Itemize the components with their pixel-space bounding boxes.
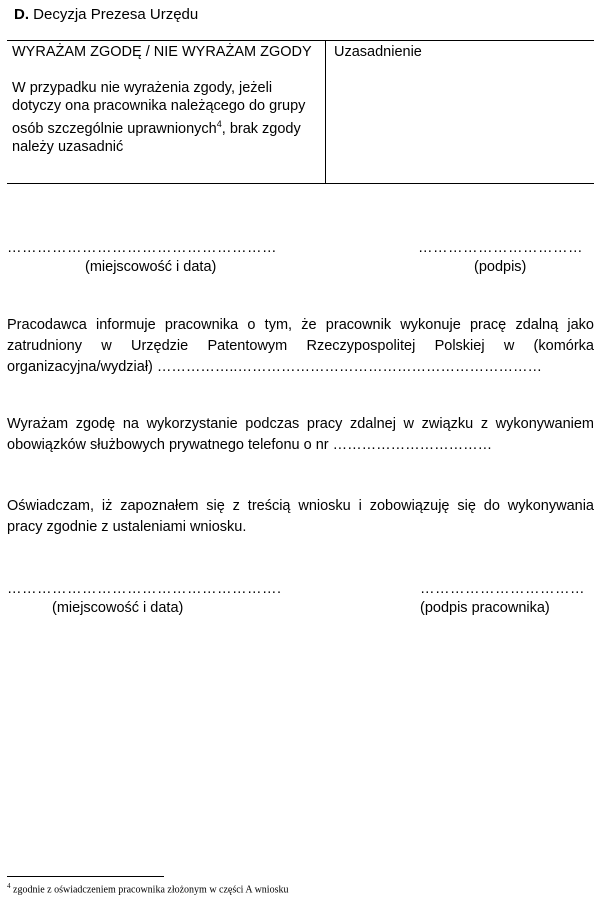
footnote-reference: 4 (216, 119, 222, 129)
justification-header: Uzasadnienie (334, 44, 422, 60)
consent-cell (12, 43, 312, 156)
footnote-text: zgodnie z oświadczeniem pracownika złożonym w części A wniosku (10, 884, 289, 896)
footnote-number: 4 (7, 882, 11, 890)
declaration-line-1: Oświadczam, iż zapoznałem się z treścią wniosku i zobowiązuję się do wykonywania (7, 498, 594, 514)
employer-info-line-1: Pracodawca informuje pracownika o tym, że pracownik wykonuje pracę zdalną jako zatrudniony w Urzędzie Patentowym Rzeczypospolitej Polskiej w (komórka (7, 317, 594, 354)
phone-consent-line-2: obowiązków służbowych prywatnego telefonu o nr …………………………… (7, 437, 493, 453)
employee-place-date-caption: (miejscowość i data) (52, 600, 184, 616)
consent-note-end: , brak zgody należy uzasadnić (12, 120, 301, 155)
table-column-divider (325, 41, 326, 183)
phone-consent-line-1: Wyrażam zgodę na wykorzystanie podczas pracy zdalnej w związku z wykonywaniem (7, 416, 594, 432)
section-heading (14, 6, 198, 23)
employee-signature-line: …………………………… (420, 581, 585, 597)
consent-heading: WYRAŻAM ZGODĘ / NIE WYRAŻAM ZGODY (12, 44, 312, 60)
place-date-caption: (miejscowość i data) (85, 259, 217, 275)
footnote (7, 882, 288, 895)
section-letter: D. (14, 6, 29, 23)
declaration-paragraph (7, 496, 594, 538)
phone-consent-paragraph (7, 414, 594, 456)
employer-info-line-2: organizacyjna/wydział) ……………..……………………………………………………… (7, 359, 542, 375)
signature-line: …………………………… (418, 240, 583, 256)
consent-note-text: W przypadku nie wyrażenia zgody, jeżeli dotyczy ona pracownika należącego do grupy osób szczególnie uprawnionych (12, 80, 306, 137)
footnote-separator (7, 876, 164, 877)
employer-info-paragraph (7, 315, 594, 378)
signature-caption: (podpis) (474, 259, 527, 275)
declaration-line-2: pracy zgodnie z ustaleniami wniosku. (7, 519, 247, 535)
decision-table (7, 40, 594, 184)
place-date-line: ……………………………………………… (7, 240, 277, 256)
employee-place-date-line: ………………………………………………. (7, 581, 282, 597)
consent-note (12, 79, 312, 156)
section-title: Decyzja Prezesa Urzędu (33, 6, 199, 23)
employee-signature-caption: (podpis pracownika) (420, 600, 550, 616)
